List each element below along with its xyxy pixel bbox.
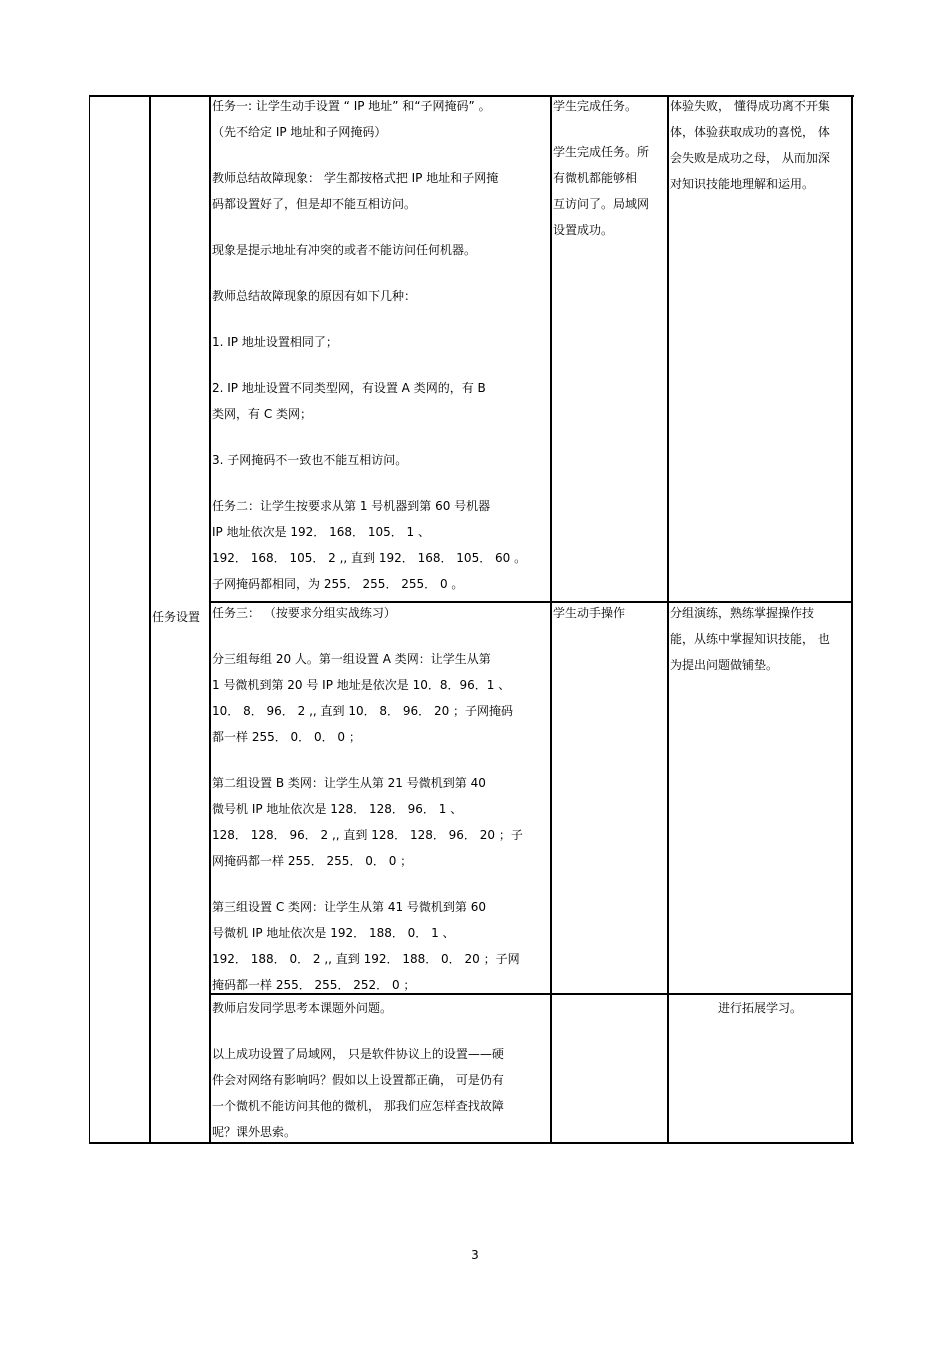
row3-purpose-cell — [670, 995, 850, 1021]
text-line: 第二组设置 B 类网：让学生从第 21 号微机到第 40 — [212, 776, 486, 790]
text-line: 有微机都能够相 — [553, 171, 638, 185]
text-line: 网掩码都一样 255． 255． 0． 0 ； — [212, 854, 413, 868]
text-line: 设置成功。 — [553, 223, 614, 237]
text-line: 1 号微机到第 20 号 IP 地址是依次是 10．8．96．1 、 — [212, 678, 511, 692]
text-line: 教师总结故障现象： 学生都按格式把 IP 地址和子网掩 — [212, 171, 499, 185]
text-line: 学生完成任务。 — [553, 99, 638, 113]
text-line: 体验失败， 懂得成功离不开集 — [670, 99, 830, 113]
row2-student-cell — [553, 600, 666, 626]
table-column-divider — [550, 95, 552, 1144]
text-line: 子网掩码都相同，为 255． 255． 255． 0 。 — [212, 577, 464, 591]
text-line: 任务二：让学生按要求从第 1 号机器到第 60 号机器 — [212, 499, 491, 513]
text-line: 呢？课外思索。 — [212, 1125, 297, 1139]
page-number: 3 — [471, 1248, 479, 1262]
table-border-bottom — [89, 1142, 854, 1144]
text-line: 互访问了。局域网 — [553, 197, 650, 211]
text-line: 教师启发同学思考本课题外问题。 — [212, 1001, 393, 1015]
row1-student-cell — [553, 93, 666, 243]
text-line: IP 地址依次是 192． 168． 105． 1 、 — [212, 525, 431, 539]
row1-content-cell — [212, 93, 549, 599]
text-line: 会失败是成功之母， 从而加深 — [670, 151, 830, 165]
text-line: 现象是提示地址有冲突的或者不能访问任何机器。 — [212, 243, 477, 257]
text-line: （先不给定 IP 地址和子网掩码） — [212, 125, 387, 139]
text-line: 号微机 IP 地址依次是 192． 188． 0． 1 、 — [212, 926, 455, 940]
text-line: 分三组每组 20 人。第一组设置 A 类网：让学生从第 — [212, 652, 491, 666]
text-line: 进行拓展学习。 — [717, 1001, 802, 1015]
table-column-divider — [149, 95, 151, 1144]
row3-content-cell — [212, 995, 549, 1140]
text-line: 都一样 255． 0． 0． 0 ； — [212, 730, 361, 744]
text-line: 微号机 IP 地址依次是 128． 128． 96． 1 、 — [212, 802, 463, 816]
table-border-right — [851, 95, 853, 1144]
text-line: 1. IP 地址设置相同了； — [212, 335, 338, 349]
section-label: 任务设置 — [152, 610, 201, 624]
table-border-left — [89, 95, 90, 1144]
text-line: 学生完成任务。所 — [553, 145, 650, 159]
text-line: 192． 168． 105． 2 ,, 直到 192． 168． 105． 60 。 — [212, 551, 527, 565]
text-line: 为提出问题做铺垫。 — [670, 658, 779, 672]
text-line: 任务一: 让学生动手设置 “ IP 地址” 和“子网掩码” 。 — [212, 99, 491, 113]
row2-content-cell — [212, 600, 549, 992]
text-line: 一个微机不能访问其他的微机， 那我们应怎样查找故障 — [212, 1099, 504, 1113]
text-line: 教师总结故障现象的原因有如下几种： — [212, 289, 417, 303]
text-line: 码都设置好了，但是却不能互相访问。 — [212, 197, 417, 211]
text-line: 件会对网络有影响吗？假如以上设置都正确， 可是仍有 — [212, 1073, 504, 1087]
row3-student-cell — [553, 995, 666, 1140]
text-line: 能，从练中掌握知识技能， 也 — [670, 632, 830, 646]
text-line: 192． 188． 0． 2 ,, 直到 192． 188． 0． 20 ；子网 — [212, 952, 520, 966]
text-line: 掩码都一样 255． 255． 252． 0 ； — [212, 978, 416, 992]
text-line: 3. 子网掩码不一致也不能互相访问。 — [212, 453, 408, 467]
text-line: 体，体验获取成功的喜悦， 体 — [670, 125, 830, 139]
text-line: 对知识技能地理解和运用。 — [670, 177, 815, 191]
table-column-divider — [667, 95, 669, 1144]
text-line: 128． 128． 96． 2 ,, 直到 128． 128． 96． 20 ；子 — [212, 828, 523, 842]
row2-purpose-cell — [670, 600, 850, 678]
text-line: 任务三： （按要求分组实战练习） — [212, 606, 396, 620]
text-line: 第三组设置 C 类网：让学生从第 41 号微机到第 60 — [212, 900, 486, 914]
text-line: 类网，有 C 类网； — [212, 407, 313, 421]
text-line: 2. IP 地址设置不同类型网，有设置 A 类网的，有 B — [212, 381, 486, 395]
text-line: 分组演练，熟练掌握操作技 — [670, 606, 815, 620]
table-column-divider — [209, 95, 211, 1144]
text-line: 学生动手操作 — [553, 606, 626, 620]
row1-purpose-cell — [670, 93, 850, 197]
text-line: 以上成功设置了局域网， 只是软件协议上的设置——硬 — [212, 1047, 504, 1061]
text-line: 10． 8． 96． 2 ,, 直到 10． 8． 96． 20 ；子网掩码 — [212, 704, 514, 718]
